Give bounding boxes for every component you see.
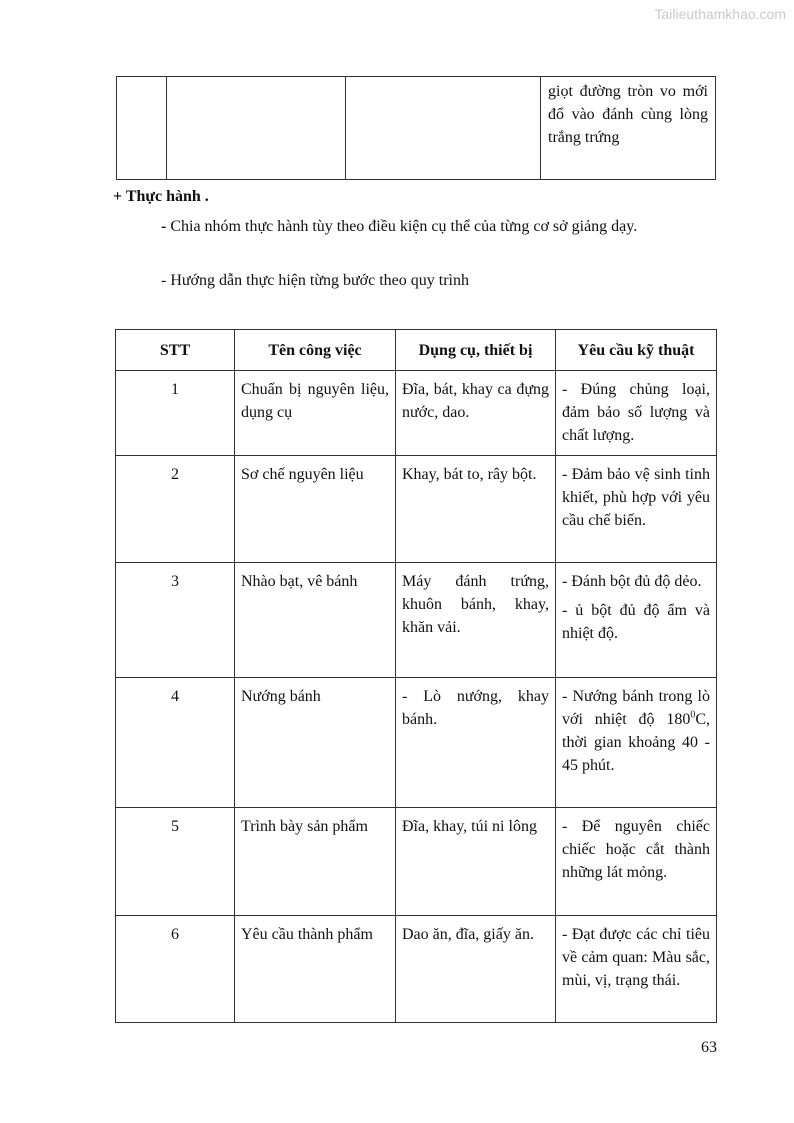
paragraph-text: Chia nhóm thực hành tùy theo điều kiện cụ thể của từng cơ sở giảng dạy. [170, 218, 638, 235]
column-header-tools: Dụng cụ, thiết bị [396, 330, 556, 371]
requirement-cell: - Để nguyên chiếc chiếc hoặc cắt thành những lát mỏng. [556, 808, 717, 916]
requirement-cell [556, 563, 717, 678]
column-header-stt: STT [116, 330, 235, 371]
table-row [116, 808, 717, 916]
row-number: 5 [116, 808, 235, 916]
practice-paragraph-1 [113, 215, 713, 238]
tools-cell: Dao ăn, đĩa, giấy ăn. [396, 916, 556, 1023]
tools-cell: Máy đánh trứng, khuôn bánh, khay, khăn vải. [396, 563, 556, 678]
column-header-requirements: Yêu cầu kỹ thuật [556, 330, 717, 371]
table-row [116, 916, 717, 1023]
tools-cell: Khay, bát to, rây bột. [396, 456, 556, 563]
task-cell: Yêu cầu thành phẩm [235, 916, 396, 1023]
table-row [116, 456, 717, 563]
column-header-task: Tên công việc [235, 330, 396, 371]
requirement-text: - Nướng bánh trong lò với nhiệt độ 180 [562, 688, 710, 728]
task-cell: Sơ chế nguyên liệu [235, 456, 396, 563]
procedure-table [115, 329, 717, 1023]
table-cell: giọt đường tròn vo mới đổ vào đánh cùng lòng trắng trứng [541, 77, 716, 180]
row-number: 3 [116, 563, 235, 678]
tools-cell: - Lò nướng, khay bánh. [396, 678, 556, 808]
row-number: 6 [116, 916, 235, 1023]
table-header-row [116, 330, 717, 371]
degree-superscript: 0 [690, 709, 696, 721]
task-cell: Nhào bạt, vê bánh [235, 563, 396, 678]
tools-cell: Đĩa, bát, khay ca đựng nước, dao. [396, 371, 556, 456]
table-cell [346, 77, 541, 180]
continued-table [116, 76, 716, 180]
requirement-cell [556, 678, 717, 808]
table-row [116, 563, 717, 678]
row-number: 1 [116, 371, 235, 456]
task-cell: Chuẩn bị nguyên liệu, dụng cụ [235, 371, 396, 456]
task-cell: Trình bày sản phẩm [235, 808, 396, 916]
table-cell [167, 77, 346, 180]
requirement-cell: - Đảm bảo vệ sinh tinh khiết, phù hợp với yêu cầu chế biến. [556, 456, 717, 563]
requirement-cell: - Đạt được các chỉ tiêu về cảm quan: Màu sắc, mùi, vị, trạng thái. [556, 916, 717, 1023]
practice-heading: + Thực hành . [113, 188, 209, 205]
task-cell: Nướng bánh [235, 678, 396, 808]
dash: - [161, 218, 171, 235]
requirement-line: - ủ bột đủ độ ẩm và nhiệt độ. [562, 602, 710, 642]
requirement-text: C, thời gian khoảng 40 - 45 phút. [562, 711, 710, 774]
practice-paragraph-2: - Hướng dẫn thực hiện từng bước theo quy trình [161, 272, 469, 289]
page-number: 63 [701, 1039, 717, 1056]
table-cell [117, 77, 167, 180]
row-number: 4 [116, 678, 235, 808]
table-row [116, 371, 717, 456]
table-row [116, 678, 717, 808]
tools-cell: Đĩa, khay, túi ni lông [396, 808, 556, 916]
requirement-line: - Đánh bột đủ độ dẻo. [562, 573, 702, 590]
watermark: Tailieuthamkhao.com [654, 6, 786, 22]
row-number: 2 [116, 456, 235, 563]
requirement-cell: - Đúng chủng loại, đảm bảo số lượng và chất lượng. [556, 371, 717, 456]
table-row [117, 77, 716, 180]
